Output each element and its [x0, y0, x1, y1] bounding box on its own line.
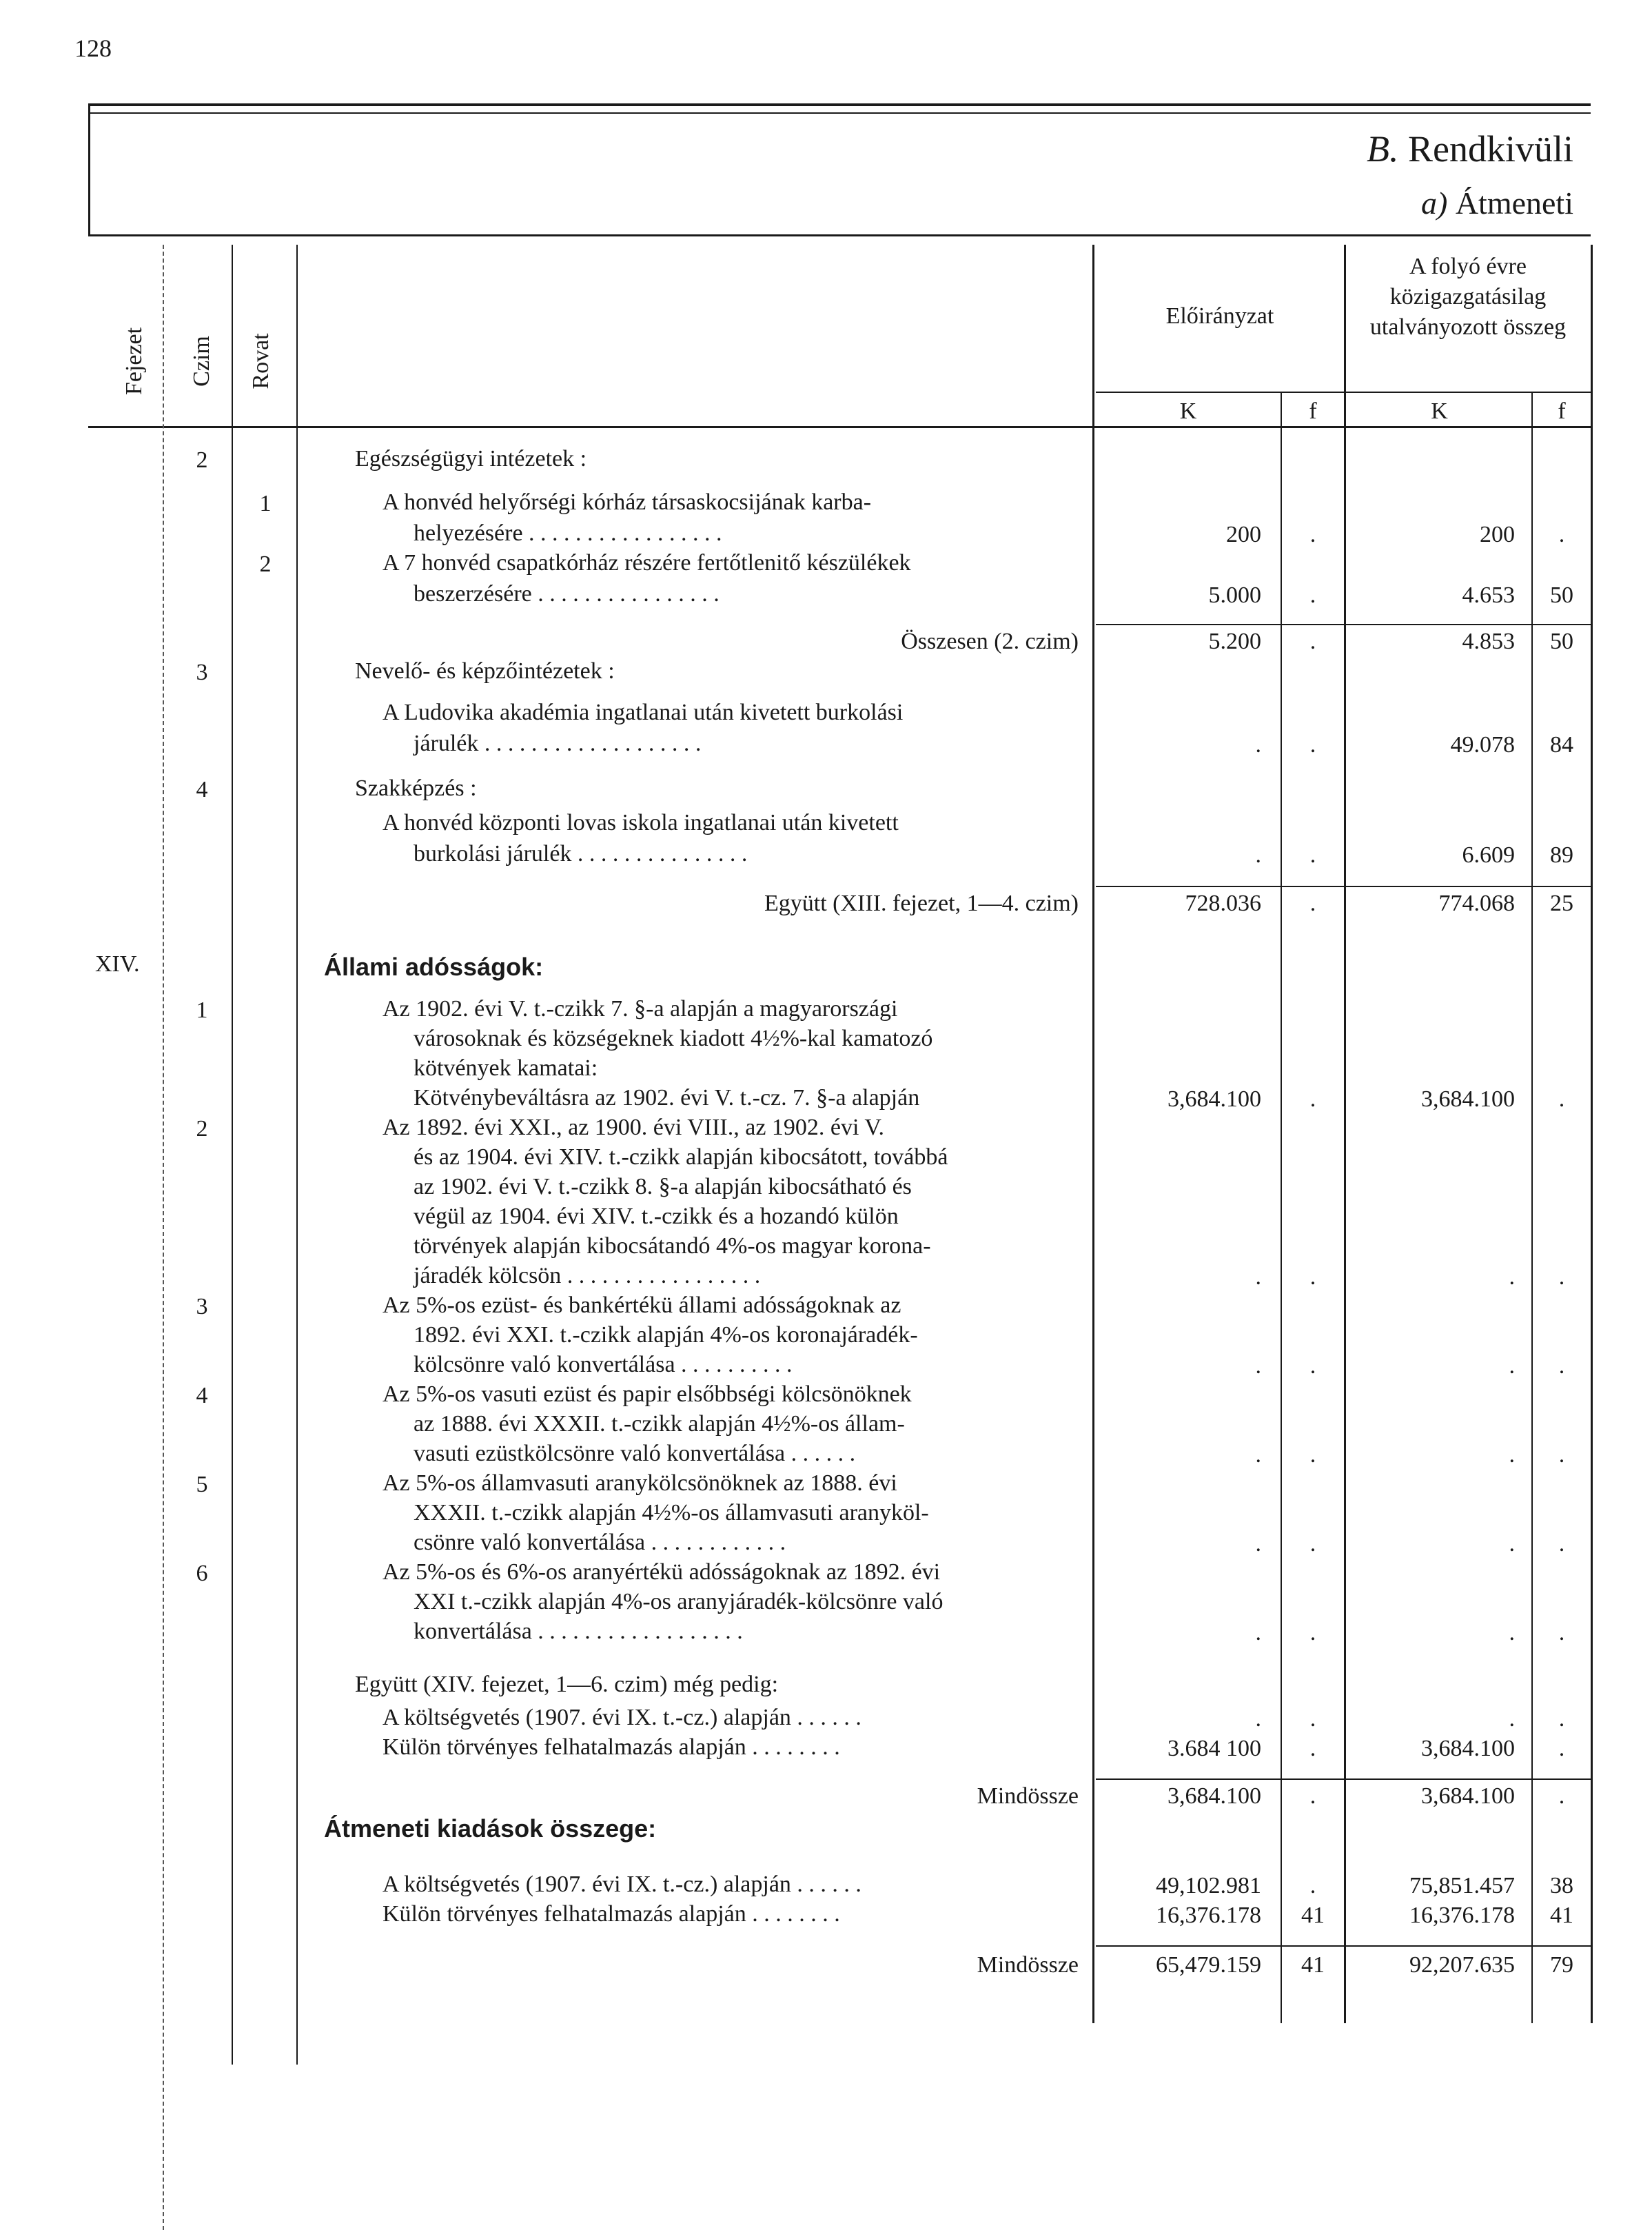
folyo-k: 200: [1480, 522, 1515, 547]
row-text: Külön törvényes felhatalmazás alapján . . . . . . . .: [383, 1901, 840, 1927]
czim-number: 3: [196, 1294, 208, 1319]
row-text: Az 1892. évi XXI., az 1900. évi VIII., az 1902. évi V.: [383, 1115, 885, 1140]
row-text: Együtt (XIV. fejezet, 1—6. czim) még pedig:: [355, 1672, 779, 1697]
sum-rule: [1096, 1778, 1591, 1780]
czim-number: 2: [196, 447, 208, 473]
col-fejezet: Fejezet: [121, 327, 147, 396]
left-frame: [88, 103, 90, 234]
sum-rule: [1096, 624, 1591, 625]
eloiranyzat-f: .: [1309, 1706, 1316, 1732]
czim-number: 1: [196, 997, 208, 1023]
folyo-k: 3,684.100: [1421, 1736, 1515, 1761]
folyo-f: .: [1558, 1783, 1565, 1809]
folyo-f: .: [1558, 1086, 1565, 1112]
folyo-k: .: [1509, 1531, 1515, 1557]
eloiranyzat-k: .: [1255, 842, 1261, 868]
folyo-f: .: [1558, 1264, 1565, 1290]
czim-number: 6: [196, 1561, 208, 1586]
folyo-k: 92,207.635: [1409, 1952, 1515, 1978]
row-text: A honvéd helyőrségi kórház társaskocsijának karba-: [383, 489, 872, 515]
sum-rule: [1096, 1945, 1591, 1947]
eloiranyzat-f: .: [1309, 1442, 1316, 1468]
row-text: burkolási járulék . . . . . . . . . . . . . . .: [414, 841, 748, 866]
czim-number: 4: [196, 777, 208, 802]
folyo-k: 3,684.100: [1421, 1783, 1515, 1809]
header-folyo: A folyó évre közigazgatásilag utalványozott összeg: [1369, 254, 1567, 340]
row-text: és az 1904. évi XIV. t.-czikk alapján kibocsátott, továbbá: [414, 1144, 948, 1170]
eloiranyzat-k: .: [1255, 732, 1261, 758]
eloiranyzat-k: 3.684 100: [1167, 1736, 1261, 1761]
czim-number: 4: [196, 1383, 208, 1408]
divider-fejezet: [163, 245, 164, 2230]
czim-number: 2: [196, 1116, 208, 1142]
row-label: Összesen (2. czim): [901, 629, 1079, 654]
row-text: A költségvetés (1907. évi IX. t.-cz.) alapján . . . . . .: [383, 1872, 861, 1897]
eloiranyzat-f: .: [1309, 522, 1316, 547]
divider-eloir-left: [1092, 245, 1094, 2023]
row-text: Nevelő- és képzőintézetek :: [355, 658, 615, 684]
row-text: helyezésére . . . . . . . . . . . . . . . . .: [414, 520, 722, 546]
col-rovat: Rovat: [248, 333, 274, 389]
eloiranyzat-f: .: [1309, 842, 1316, 868]
header-eloiranyzat: Előirányzat: [1165, 303, 1274, 329]
folyo-k: .: [1509, 1620, 1515, 1645]
header-f-1: f: [1309, 398, 1317, 424]
row-text: XXXII. t.-czikk alapján 4½%-os államvasuti aranyköl-: [414, 1500, 929, 1525]
eloiranyzat-f: .: [1309, 1736, 1316, 1761]
eloiranyzat-f: .: [1309, 891, 1316, 916]
divider-folyo-right: [1591, 245, 1593, 2023]
eloiranyzat-k: .: [1255, 1620, 1261, 1645]
row-text: végül az 1904. évi XIV. t.-czikk és a hozandó külön: [414, 1204, 899, 1229]
row-text: A Ludovika akadémia ingatlanai után kivetett burkolási: [383, 700, 904, 725]
row-text: törvények alapján kibocsátandó 4%-os magyar korona-: [414, 1233, 931, 1259]
folyo-k: .: [1509, 1442, 1515, 1468]
folyo-f: 84: [1550, 732, 1573, 758]
row-text: járadék kölcsön . . . . . . . . . . . . . . . . .: [414, 1263, 761, 1288]
folyo-f: .: [1558, 1706, 1565, 1732]
folyo-f: 50: [1550, 582, 1573, 608]
row-text: Az 5%-os vasuti ezüst és papir elsőbbségi kölcsönöknek: [383, 1381, 912, 1407]
row-text: A honvéd központi lovas iskola ingatlanai után kivetett: [383, 810, 899, 835]
section-heading: B. Rendkivüli: [1367, 128, 1573, 170]
row-text: Az 1902. évi V. t.-czikk 7. §-a alapján a magyarországi: [383, 996, 898, 1022]
section-subheading: a) Átmeneti: [1420, 185, 1573, 221]
folyo-k: 16,376.178: [1409, 1903, 1515, 1928]
folyo-f: .: [1558, 1531, 1565, 1557]
fejezet-number: XIV.: [95, 951, 140, 977]
folyo-k: 4.853: [1462, 629, 1515, 654]
folyo-k: .: [1509, 1706, 1515, 1732]
header-k-2: K: [1431, 398, 1448, 424]
folyo-k: 6.609: [1462, 842, 1515, 868]
folyo-f: 38: [1550, 1873, 1573, 1898]
folyo-f: 50: [1550, 629, 1573, 654]
row-text: az 1902. évi V. t.-czikk 8. §-a alapján kibocsátható és: [414, 1174, 912, 1199]
rovat-number: 1: [259, 491, 272, 516]
folyo-f: .: [1558, 1353, 1565, 1379]
eloiranyzat-f: .: [1309, 1783, 1316, 1809]
eloiranyzat-f: .: [1309, 1353, 1316, 1379]
eloiranyzat-f: .: [1309, 732, 1316, 758]
eloiranyzat-k: .: [1255, 1706, 1261, 1732]
row-text: A 7 honvéd csapatkórház részére fertőtlenitő készülékek: [383, 550, 911, 576]
folyo-k: 4.653: [1462, 582, 1515, 608]
eloiranyzat-f: 41: [1301, 1903, 1325, 1928]
folyo-f: .: [1558, 1442, 1565, 1468]
row-text: Szakképzés :: [355, 776, 477, 801]
col-czim: Czim: [189, 336, 214, 387]
eloiranyzat-k: 49,102.981: [1156, 1873, 1261, 1898]
divider-czim: [232, 245, 233, 2065]
divider-eloir-right: [1344, 245, 1346, 2023]
page-number: 128: [74, 34, 112, 62]
row-text: Az 5%-os és 6%-os aranyértékü adósságoknak az 1892. évi: [383, 1559, 941, 1585]
row-text: Külön törvényes felhatalmazás alapján . . . . . . . .: [383, 1734, 840, 1760]
row-label: Mindössze: [977, 1952, 1079, 1978]
row-label: Együtt (XIII. fejezet, 1—4. czim): [764, 891, 1079, 916]
eloiranyzat-k: 16,376.178: [1156, 1903, 1261, 1928]
eloiranyzat-k: .: [1255, 1264, 1261, 1290]
eloiranyzat-k: 5.200: [1208, 629, 1261, 654]
sum-rule: [1096, 886, 1591, 887]
eloiranyzat-k: 65,479.159: [1156, 1952, 1261, 1978]
eloiranyzat-f: .: [1309, 582, 1316, 608]
eloiranyzat-f: .: [1309, 1620, 1316, 1645]
folyo-f: 89: [1550, 842, 1573, 868]
folyo-k: 49.078: [1450, 732, 1515, 758]
row-text: vasuti ezüstkölcsönre való konvertálása . . . . . .: [414, 1441, 856, 1466]
folyo-f: 41: [1550, 1903, 1573, 1928]
eloiranyzat-k: 200: [1226, 522, 1261, 547]
header-k-1: K: [1179, 398, 1197, 424]
row-text: beszerzésére . . . . . . . . . . . . . . . .: [414, 581, 720, 607]
folyo-f: .: [1558, 1736, 1565, 1761]
row-text: Kötvénybeváltásra az 1902. évi V. t.-cz. 7. §-a alapján: [414, 1085, 920, 1111]
top-rule-thin: [88, 112, 1591, 114]
eloiranyzat-f: .: [1309, 629, 1316, 654]
kf-rule: [1096, 392, 1591, 393]
folyo-f: 79: [1550, 1952, 1573, 1978]
eloiranyzat-f: .: [1309, 1086, 1316, 1112]
eloiranyzat-f: .: [1309, 1531, 1316, 1557]
eloiranyzat-k: .: [1255, 1353, 1261, 1379]
folyo-f: 25: [1550, 891, 1573, 916]
folyo-f: .: [1558, 522, 1565, 547]
row-text: A költségvetés (1907. évi IX. t.-cz.) alapján . . . . . .: [383, 1705, 861, 1730]
top-rule: [88, 103, 1591, 106]
row-text: kötvények kamatai:: [414, 1055, 598, 1081]
row-text: 1892. évi XXI. t.-czikk alapján 4%-os koronajáradék-: [414, 1322, 918, 1348]
eloiranyzat-f: .: [1309, 1264, 1316, 1290]
row-text: konvertálása . . . . . . . . . . . . . . . . . .: [414, 1619, 743, 1644]
row-text: csönre való konvertálása . . . . . . . . . . . .: [414, 1530, 786, 1555]
czim-number: 3: [196, 660, 208, 685]
eloiranyzat-k: 5.000: [1208, 582, 1261, 608]
row-text: városoknak és községeknek kiadott 4½%-kal kamatozó: [414, 1026, 933, 1051]
folyo-k: 3,684.100: [1421, 1086, 1515, 1112]
row-text: kölcsönre való konvertálása . . . . . . . . . .: [414, 1352, 793, 1377]
row-text: járulék . . . . . . . . . . . . . . . . . . .: [414, 731, 702, 756]
eloiranyzat-k: .: [1255, 1442, 1261, 1468]
folyo-k: 774.068: [1438, 891, 1515, 916]
czim-number: 5: [196, 1472, 208, 1497]
row-text: Egészségügyi intézetek :: [355, 446, 587, 472]
eloiranyzat-k: 3,684.100: [1167, 1086, 1261, 1112]
folyo-k: .: [1509, 1353, 1515, 1379]
row-label: Mindössze: [977, 1783, 1079, 1809]
folyo-f: .: [1558, 1620, 1565, 1645]
divider-rovat: [296, 245, 298, 2065]
folyo-k: .: [1509, 1264, 1515, 1290]
eloiranyzat-k: 3,684.100: [1167, 1783, 1261, 1809]
row-text: XXI t.-czikk alapján 4%-os aranyjáradék-kölcsönre való: [414, 1589, 944, 1614]
header-bottom-rule: [88, 426, 1591, 428]
rovat-number: 2: [259, 551, 272, 577]
eloiranyzat-k: .: [1255, 1531, 1261, 1557]
section-title: Állami adósságok:: [324, 953, 544, 981]
section-title: Átmeneti kiadások összege:: [324, 1814, 657, 1843]
header-f-2: f: [1558, 398, 1566, 424]
folyo-k: 75,851.457: [1409, 1873, 1515, 1898]
row-text: Az 5%-os ezüst- és bankértékü állami adósságoknak az: [383, 1293, 901, 1318]
row-text: az 1888. évi XXXII. t.-czikk alapján 4½%-os állam-: [414, 1411, 905, 1437]
header-top-rule: [88, 234, 1591, 236]
eloiranyzat-k: 728.036: [1185, 891, 1261, 916]
row-text: Az 5%-os államvasuti aranykölcsönöknek az 1888. évi: [383, 1470, 897, 1496]
eloiranyzat-f: 41: [1301, 1952, 1325, 1978]
eloiranyzat-f: .: [1309, 1873, 1316, 1898]
